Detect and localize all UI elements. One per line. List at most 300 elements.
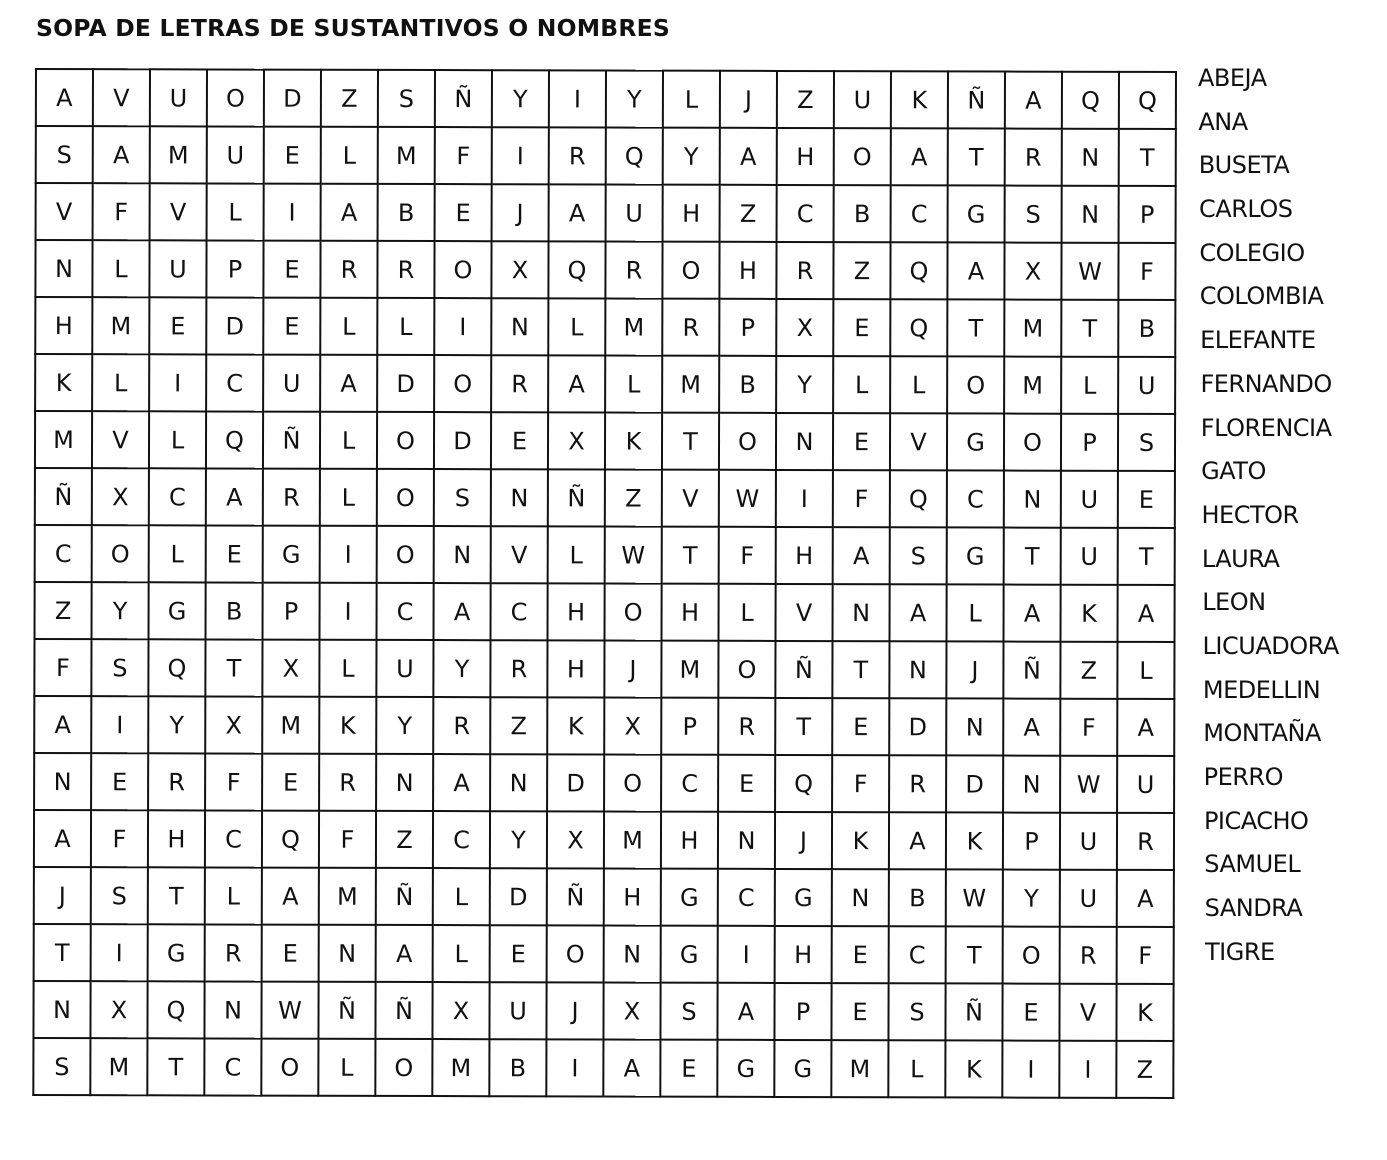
grid-cell[interactable]: R bbox=[205, 924, 262, 981]
grid-cell[interactable]: K bbox=[891, 71, 948, 128]
grid-cell[interactable]: U bbox=[263, 355, 320, 412]
grid-cell[interactable]: B bbox=[889, 869, 946, 926]
grid-cell[interactable]: R bbox=[491, 355, 548, 412]
grid-cell[interactable]: A bbox=[720, 128, 777, 185]
grid-cell[interactable]: S bbox=[1005, 186, 1062, 243]
grid-cell[interactable]: L bbox=[377, 298, 434, 355]
grid-cell[interactable]: G bbox=[149, 582, 206, 639]
grid-cell[interactable]: I bbox=[1059, 1041, 1116, 1098]
grid-cell[interactable]: Q bbox=[206, 411, 263, 468]
grid-cell[interactable]: N bbox=[319, 925, 376, 982]
grid-cell[interactable]: G bbox=[263, 526, 320, 583]
grid-cell[interactable]: G bbox=[948, 185, 1005, 242]
grid-cell[interactable]: C bbox=[777, 185, 834, 242]
grid-cell[interactable]: O bbox=[207, 69, 264, 126]
grid-cell[interactable]: Z bbox=[605, 469, 662, 526]
grid-cell[interactable]: T bbox=[147, 1038, 204, 1095]
grid-cell[interactable]: C bbox=[718, 869, 775, 926]
grid-cell[interactable]: R bbox=[263, 469, 320, 526]
grid-cell[interactable]: H bbox=[662, 584, 719, 641]
grid-cell[interactable]: T bbox=[1118, 528, 1175, 585]
grid-cell[interactable]: A bbox=[889, 812, 946, 869]
grid-cell[interactable]: A bbox=[717, 983, 774, 1040]
grid-cell[interactable]: H bbox=[35, 297, 92, 354]
grid-cell[interactable]: I bbox=[320, 526, 377, 583]
grid-cell[interactable]: P bbox=[206, 240, 263, 297]
grid-cell[interactable]: Z bbox=[777, 71, 834, 128]
grid-cell[interactable]: S bbox=[890, 527, 947, 584]
grid-cell[interactable]: K bbox=[1116, 984, 1173, 1041]
grid-cell[interactable]: A bbox=[433, 754, 490, 811]
grid-cell[interactable]: A bbox=[262, 868, 319, 925]
grid-cell[interactable]: O bbox=[377, 412, 434, 469]
grid-cell[interactable]: E bbox=[833, 299, 890, 356]
grid-cell[interactable]: U bbox=[834, 71, 891, 128]
grid-cell[interactable]: E bbox=[206, 525, 263, 582]
grid-cell[interactable]: Z bbox=[321, 70, 378, 127]
grid-cell[interactable]: V bbox=[93, 69, 150, 126]
grid-cell[interactable]: F bbox=[91, 810, 148, 867]
grid-cell[interactable]: N bbox=[718, 812, 775, 869]
grid-cell[interactable]: Q bbox=[548, 241, 605, 298]
grid-cell[interactable]: K bbox=[35, 354, 92, 411]
grid-cell[interactable]: O bbox=[377, 526, 434, 583]
grid-cell[interactable]: M bbox=[432, 1039, 489, 1096]
grid-cell[interactable]: R bbox=[1060, 927, 1117, 984]
grid-cell[interactable]: K bbox=[547, 697, 604, 754]
grid-cell[interactable]: W bbox=[261, 982, 318, 1039]
grid-cell[interactable]: S bbox=[33, 1038, 90, 1095]
grid-cell[interactable]: P bbox=[1061, 414, 1118, 471]
grid-cell[interactable]: T bbox=[946, 926, 1003, 983]
grid-cell[interactable]: F bbox=[1117, 927, 1174, 984]
grid-cell[interactable]: O bbox=[1003, 927, 1060, 984]
grid-cell[interactable]: L bbox=[92, 354, 149, 411]
grid-cell[interactable]: N bbox=[204, 981, 261, 1038]
grid-cell[interactable]: A bbox=[206, 468, 263, 525]
grid-cell[interactable]: Y bbox=[606, 70, 663, 127]
grid-cell[interactable]: R bbox=[148, 753, 205, 810]
grid-cell[interactable]: M bbox=[662, 356, 719, 413]
grid-cell[interactable]: X bbox=[776, 299, 833, 356]
grid-cell[interactable]: Ñ bbox=[376, 868, 433, 925]
grid-cell[interactable]: L bbox=[719, 584, 776, 641]
grid-cell[interactable]: E bbox=[491, 412, 548, 469]
grid-cell[interactable]: L bbox=[321, 127, 378, 184]
grid-cell[interactable]: T bbox=[1119, 129, 1176, 186]
grid-cell[interactable]: A bbox=[891, 128, 948, 185]
grid-cell[interactable]: L bbox=[149, 525, 206, 582]
grid-cell[interactable]: E bbox=[149, 297, 206, 354]
grid-cell[interactable]: O bbox=[377, 469, 434, 526]
grid-cell[interactable]: Q bbox=[148, 639, 205, 696]
grid-cell[interactable]: T bbox=[662, 527, 719, 584]
grid-cell[interactable]: S bbox=[660, 983, 717, 1040]
grid-cell[interactable]: L bbox=[833, 356, 890, 413]
grid-cell[interactable]: Ñ bbox=[263, 412, 320, 469]
grid-cell[interactable]: Q bbox=[890, 299, 947, 356]
grid-cell[interactable]: G bbox=[947, 527, 1004, 584]
grid-cell[interactable]: M bbox=[831, 1040, 888, 1097]
grid-cell[interactable]: R bbox=[377, 241, 434, 298]
grid-cell[interactable]: Ñ bbox=[35, 468, 92, 525]
grid-cell[interactable]: N bbox=[491, 469, 548, 526]
grid-cell[interactable]: C bbox=[891, 185, 948, 242]
grid-cell[interactable]: F bbox=[719, 527, 776, 584]
grid-cell[interactable]: O bbox=[375, 1039, 432, 1096]
grid-cell[interactable]: E bbox=[262, 754, 319, 811]
grid-cell[interactable]: X bbox=[90, 981, 147, 1038]
grid-cell[interactable]: L bbox=[663, 71, 720, 128]
grid-cell[interactable]: A bbox=[1118, 585, 1175, 642]
grid-cell[interactable]: K bbox=[945, 1040, 1002, 1097]
grid-cell[interactable]: N bbox=[1062, 186, 1119, 243]
grid-cell[interactable]: D bbox=[264, 70, 321, 127]
grid-cell[interactable]: D bbox=[889, 698, 946, 755]
grid-cell[interactable]: M bbox=[262, 697, 319, 754]
grid-cell[interactable]: Z bbox=[1060, 642, 1117, 699]
grid-cell[interactable]: N bbox=[434, 526, 491, 583]
grid-cell[interactable]: X bbox=[604, 697, 661, 754]
grid-cell[interactable]: O bbox=[719, 413, 776, 470]
grid-cell[interactable]: O bbox=[662, 242, 719, 299]
grid-cell[interactable]: O bbox=[92, 525, 149, 582]
grid-cell[interactable]: E bbox=[91, 753, 148, 810]
grid-cell[interactable]: X bbox=[491, 241, 548, 298]
grid-cell[interactable]: M bbox=[35, 411, 92, 468]
grid-cell[interactable]: B bbox=[719, 356, 776, 413]
grid-cell[interactable]: L bbox=[890, 356, 947, 413]
grid-cell[interactable]: U bbox=[1060, 870, 1117, 927]
grid-cell[interactable]: W bbox=[1061, 243, 1118, 300]
grid-cell[interactable]: T bbox=[148, 867, 205, 924]
grid-cell[interactable]: B bbox=[1118, 300, 1175, 357]
grid-cell[interactable]: Ñ bbox=[318, 982, 375, 1039]
grid-cell[interactable]: L bbox=[149, 411, 206, 468]
grid-cell[interactable]: T bbox=[662, 413, 719, 470]
grid-cell[interactable]: O bbox=[261, 1039, 318, 1096]
grid-cell[interactable]: R bbox=[433, 697, 490, 754]
grid-cell[interactable]: O bbox=[605, 583, 662, 640]
grid-cell[interactable]: A bbox=[321, 184, 378, 241]
grid-cell[interactable]: Ñ bbox=[547, 868, 604, 925]
grid-cell[interactable]: L bbox=[548, 298, 605, 355]
grid-cell[interactable]: F bbox=[93, 183, 150, 240]
grid-cell[interactable]: O bbox=[947, 356, 1004, 413]
grid-cell[interactable]: A bbox=[603, 1039, 660, 1096]
grid-cell[interactable]: H bbox=[776, 527, 833, 584]
grid-cell[interactable]: E bbox=[490, 925, 547, 982]
grid-cell[interactable]: F bbox=[1060, 699, 1117, 756]
grid-cell[interactable]: E bbox=[1118, 471, 1175, 528]
grid-cell[interactable]: R bbox=[605, 241, 662, 298]
grid-cell[interactable]: X bbox=[603, 982, 660, 1039]
grid-cell[interactable]: P bbox=[661, 698, 718, 755]
grid-cell[interactable]: Y bbox=[490, 811, 547, 868]
grid-cell[interactable]: Y bbox=[433, 640, 490, 697]
grid-cell[interactable]: A bbox=[1005, 72, 1062, 129]
grid-cell[interactable]: E bbox=[831, 983, 888, 1040]
grid-cell[interactable]: I bbox=[718, 926, 775, 983]
grid-cell[interactable]: A bbox=[1117, 870, 1174, 927]
grid-cell[interactable]: C bbox=[491, 583, 548, 640]
grid-cell[interactable]: G bbox=[661, 869, 718, 926]
grid-cell[interactable]: P bbox=[1119, 186, 1176, 243]
grid-cell[interactable]: H bbox=[547, 640, 604, 697]
grid-cell[interactable]: J bbox=[34, 867, 91, 924]
grid-cell[interactable]: R bbox=[776, 242, 833, 299]
grid-cell[interactable]: L bbox=[1117, 642, 1174, 699]
grid-cell[interactable]: W bbox=[946, 869, 1003, 926]
grid-cell[interactable]: G bbox=[148, 924, 205, 981]
grid-cell[interactable]: Y bbox=[776, 356, 833, 413]
grid-cell[interactable]: X bbox=[548, 412, 605, 469]
grid-cell[interactable]: E bbox=[832, 926, 889, 983]
grid-cell[interactable]: F bbox=[205, 753, 262, 810]
grid-cell[interactable]: Q bbox=[890, 470, 947, 527]
grid-cell[interactable]: H bbox=[548, 583, 605, 640]
grid-cell[interactable]: Ñ bbox=[375, 982, 432, 1039]
grid-cell[interactable]: X bbox=[262, 640, 319, 697]
grid-cell[interactable]: V bbox=[776, 584, 833, 641]
grid-cell[interactable]: X bbox=[1004, 243, 1061, 300]
grid-cell[interactable]: H bbox=[604, 868, 661, 925]
grid-cell[interactable]: Ñ bbox=[548, 469, 605, 526]
grid-cell[interactable]: M bbox=[90, 1038, 147, 1095]
grid-cell[interactable]: B bbox=[378, 184, 435, 241]
grid-cell[interactable]: A bbox=[1004, 585, 1061, 642]
grid-cell[interactable]: S bbox=[378, 70, 435, 127]
grid-cell[interactable]: A bbox=[890, 584, 947, 641]
grid-cell[interactable]: S bbox=[1118, 414, 1175, 471]
grid-cell[interactable]: N bbox=[833, 584, 890, 641]
grid-cell[interactable]: F bbox=[1118, 243, 1175, 300]
grid-cell[interactable]: K bbox=[946, 812, 1003, 869]
grid-cell[interactable]: W bbox=[605, 526, 662, 583]
grid-cell[interactable]: Ñ bbox=[948, 71, 1005, 128]
grid-cell[interactable]: T bbox=[205, 639, 262, 696]
grid-cell[interactable]: Y bbox=[376, 697, 433, 754]
grid-cell[interactable]: L bbox=[320, 469, 377, 526]
grid-cell[interactable]: Z bbox=[720, 185, 777, 242]
grid-cell[interactable]: D bbox=[946, 755, 1003, 812]
grid-cell[interactable]: N bbox=[832, 869, 889, 926]
grid-cell[interactable]: A bbox=[34, 696, 91, 753]
grid-cell[interactable]: Z bbox=[1116, 1041, 1173, 1098]
grid-cell[interactable]: E bbox=[263, 241, 320, 298]
grid-cell[interactable]: E bbox=[833, 413, 890, 470]
grid-cell[interactable]: G bbox=[947, 413, 1004, 470]
grid-cell[interactable]: R bbox=[1117, 813, 1174, 870]
grid-cell[interactable]: W bbox=[1060, 756, 1117, 813]
grid-cell[interactable]: I bbox=[91, 924, 148, 981]
grid-cell[interactable]: J bbox=[720, 71, 777, 128]
grid-cell[interactable]: L bbox=[318, 1039, 375, 1096]
grid-cell[interactable]: J bbox=[492, 184, 549, 241]
grid-cell[interactable]: I bbox=[1002, 1041, 1059, 1098]
grid-cell[interactable]: U bbox=[1117, 756, 1174, 813]
grid-cell[interactable]: P bbox=[719, 299, 776, 356]
grid-cell[interactable]: S bbox=[434, 469, 491, 526]
grid-cell[interactable]: O bbox=[718, 641, 775, 698]
grid-cell[interactable]: M bbox=[661, 641, 718, 698]
grid-cell[interactable]: R bbox=[490, 640, 547, 697]
grid-cell[interactable]: U bbox=[1061, 471, 1118, 528]
grid-cell[interactable]: R bbox=[1005, 129, 1062, 186]
grid-cell[interactable]: T bbox=[1061, 300, 1118, 357]
grid-cell[interactable]: A bbox=[833, 527, 890, 584]
grid-cell[interactable]: Q bbox=[606, 127, 663, 184]
grid-cell[interactable]: T bbox=[1004, 528, 1061, 585]
grid-cell[interactable]: N bbox=[604, 925, 661, 982]
grid-cell[interactable]: L bbox=[320, 298, 377, 355]
grid-cell[interactable]: Y bbox=[92, 582, 149, 639]
grid-cell[interactable]: X bbox=[92, 468, 149, 525]
grid-cell[interactable]: I bbox=[91, 696, 148, 753]
grid-cell[interactable]: G bbox=[775, 869, 832, 926]
grid-cell[interactable]: S bbox=[888, 983, 945, 1040]
grid-cell[interactable]: A bbox=[549, 184, 606, 241]
grid-cell[interactable]: U bbox=[207, 126, 264, 183]
grid-cell[interactable]: L bbox=[92, 240, 149, 297]
grid-cell[interactable]: Q bbox=[1062, 72, 1119, 129]
grid-cell[interactable]: U bbox=[149, 240, 206, 297]
grid-cell[interactable]: R bbox=[889, 755, 946, 812]
grid-cell[interactable]: A bbox=[548, 355, 605, 412]
grid-cell[interactable]: X bbox=[205, 696, 262, 753]
grid-cell[interactable]: U bbox=[1060, 813, 1117, 870]
grid-cell[interactable]: R bbox=[319, 754, 376, 811]
grid-cell[interactable]: Q bbox=[890, 242, 947, 299]
grid-cell[interactable]: U bbox=[150, 69, 207, 126]
grid-cell[interactable]: N bbox=[1062, 129, 1119, 186]
grid-cell[interactable]: V bbox=[150, 183, 207, 240]
grid-cell[interactable]: J bbox=[546, 982, 603, 1039]
grid-cell[interactable]: K bbox=[832, 812, 889, 869]
grid-cell[interactable]: I bbox=[546, 1039, 603, 1096]
grid-cell[interactable]: M bbox=[604, 811, 661, 868]
grid-cell[interactable]: E bbox=[832, 698, 889, 755]
grid-cell[interactable]: K bbox=[1061, 585, 1118, 642]
grid-cell[interactable]: D bbox=[377, 355, 434, 412]
grid-cell[interactable]: Ñ bbox=[435, 70, 492, 127]
grid-cell[interactable]: I bbox=[320, 583, 377, 640]
grid-cell[interactable]: L bbox=[205, 867, 262, 924]
grid-cell[interactable]: Q bbox=[262, 811, 319, 868]
grid-cell[interactable]: V bbox=[890, 413, 947, 470]
grid-cell[interactable]: O bbox=[547, 925, 604, 982]
grid-cell[interactable]: Y bbox=[492, 70, 549, 127]
grid-cell[interactable]: N bbox=[1004, 471, 1061, 528]
grid-cell[interactable]: D bbox=[434, 412, 491, 469]
grid-cell[interactable]: A bbox=[320, 355, 377, 412]
grid-cell[interactable]: T bbox=[947, 299, 1004, 356]
grid-cell[interactable]: J bbox=[775, 812, 832, 869]
grid-cell[interactable]: T bbox=[34, 924, 91, 981]
grid-cell[interactable]: R bbox=[662, 299, 719, 356]
grid-cell[interactable]: E bbox=[264, 127, 321, 184]
grid-cell[interactable]: Y bbox=[1003, 870, 1060, 927]
grid-cell[interactable]: O bbox=[1004, 414, 1061, 471]
grid-cell[interactable]: M bbox=[150, 126, 207, 183]
grid-cell[interactable]: L bbox=[319, 640, 376, 697]
grid-cell[interactable]: D bbox=[490, 868, 547, 925]
grid-cell[interactable]: N bbox=[34, 753, 91, 810]
grid-cell[interactable]: E bbox=[263, 298, 320, 355]
grid-cell[interactable]: P bbox=[263, 583, 320, 640]
grid-cell[interactable]: P bbox=[1003, 813, 1060, 870]
grid-cell[interactable]: G bbox=[717, 1040, 774, 1097]
grid-cell[interactable]: C bbox=[661, 755, 718, 812]
grid-cell[interactable]: U bbox=[489, 982, 546, 1039]
grid-cell[interactable]: N bbox=[490, 754, 547, 811]
grid-cell[interactable]: I bbox=[264, 184, 321, 241]
grid-cell[interactable]: C bbox=[377, 583, 434, 640]
grid-cell[interactable]: E bbox=[262, 925, 319, 982]
grid-cell[interactable]: I bbox=[776, 470, 833, 527]
grid-cell[interactable]: B bbox=[834, 185, 891, 242]
grid-cell[interactable]: G bbox=[661, 926, 718, 983]
grid-cell[interactable]: M bbox=[1004, 300, 1061, 357]
grid-cell[interactable]: A bbox=[1003, 699, 1060, 756]
grid-cell[interactable]: C bbox=[889, 926, 946, 983]
grid-cell[interactable]: Q bbox=[147, 981, 204, 1038]
grid-cell[interactable]: B bbox=[489, 1039, 546, 1096]
grid-cell[interactable]: O bbox=[604, 754, 661, 811]
grid-cell[interactable]: N bbox=[33, 981, 90, 1038]
grid-cell[interactable]: C bbox=[204, 1038, 261, 1095]
grid-cell[interactable]: N bbox=[1003, 756, 1060, 813]
grid-cell[interactable]: R bbox=[320, 241, 377, 298]
grid-cell[interactable]: H bbox=[661, 812, 718, 869]
grid-cell[interactable]: W bbox=[719, 470, 776, 527]
grid-cell[interactable]: T bbox=[948, 128, 1005, 185]
grid-cell[interactable]: U bbox=[376, 640, 433, 697]
grid-cell[interactable]: B bbox=[206, 582, 263, 639]
grid-cell[interactable]: Z bbox=[490, 697, 547, 754]
grid-cell[interactable]: M bbox=[1004, 357, 1061, 414]
grid-cell[interactable]: Z bbox=[833, 242, 890, 299]
grid-cell[interactable]: Q bbox=[1119, 72, 1176, 129]
grid-cell[interactable]: Ñ bbox=[945, 983, 1002, 1040]
grid-cell[interactable]: U bbox=[606, 184, 663, 241]
grid-cell[interactable]: I bbox=[434, 298, 491, 355]
grid-cell[interactable]: L bbox=[548, 526, 605, 583]
grid-cell[interactable]: H bbox=[777, 128, 834, 185]
grid-cell[interactable]: R bbox=[549, 127, 606, 184]
grid-cell[interactable]: C bbox=[433, 811, 490, 868]
grid-cell[interactable]: H bbox=[663, 185, 720, 242]
grid-cell[interactable]: F bbox=[435, 127, 492, 184]
grid-cell[interactable]: I bbox=[149, 354, 206, 411]
grid-cell[interactable]: L bbox=[605, 355, 662, 412]
grid-cell[interactable]: X bbox=[547, 811, 604, 868]
grid-cell[interactable]: A bbox=[1117, 699, 1174, 756]
grid-cell[interactable]: E bbox=[435, 184, 492, 241]
grid-cell[interactable]: N bbox=[35, 240, 92, 297]
grid-cell[interactable]: M bbox=[319, 868, 376, 925]
grid-cell[interactable]: Ñ bbox=[1003, 642, 1060, 699]
grid-cell[interactable]: A bbox=[36, 69, 93, 126]
grid-cell[interactable]: L bbox=[207, 183, 264, 240]
grid-cell[interactable]: H bbox=[148, 810, 205, 867]
grid-cell[interactable]: A bbox=[376, 925, 433, 982]
grid-cell[interactable]: M bbox=[605, 298, 662, 355]
grid-cell[interactable]: U bbox=[1118, 357, 1175, 414]
grid-cell[interactable]: S bbox=[91, 639, 148, 696]
grid-cell[interactable]: X bbox=[432, 982, 489, 1039]
grid-cell[interactable]: P bbox=[774, 983, 831, 1040]
